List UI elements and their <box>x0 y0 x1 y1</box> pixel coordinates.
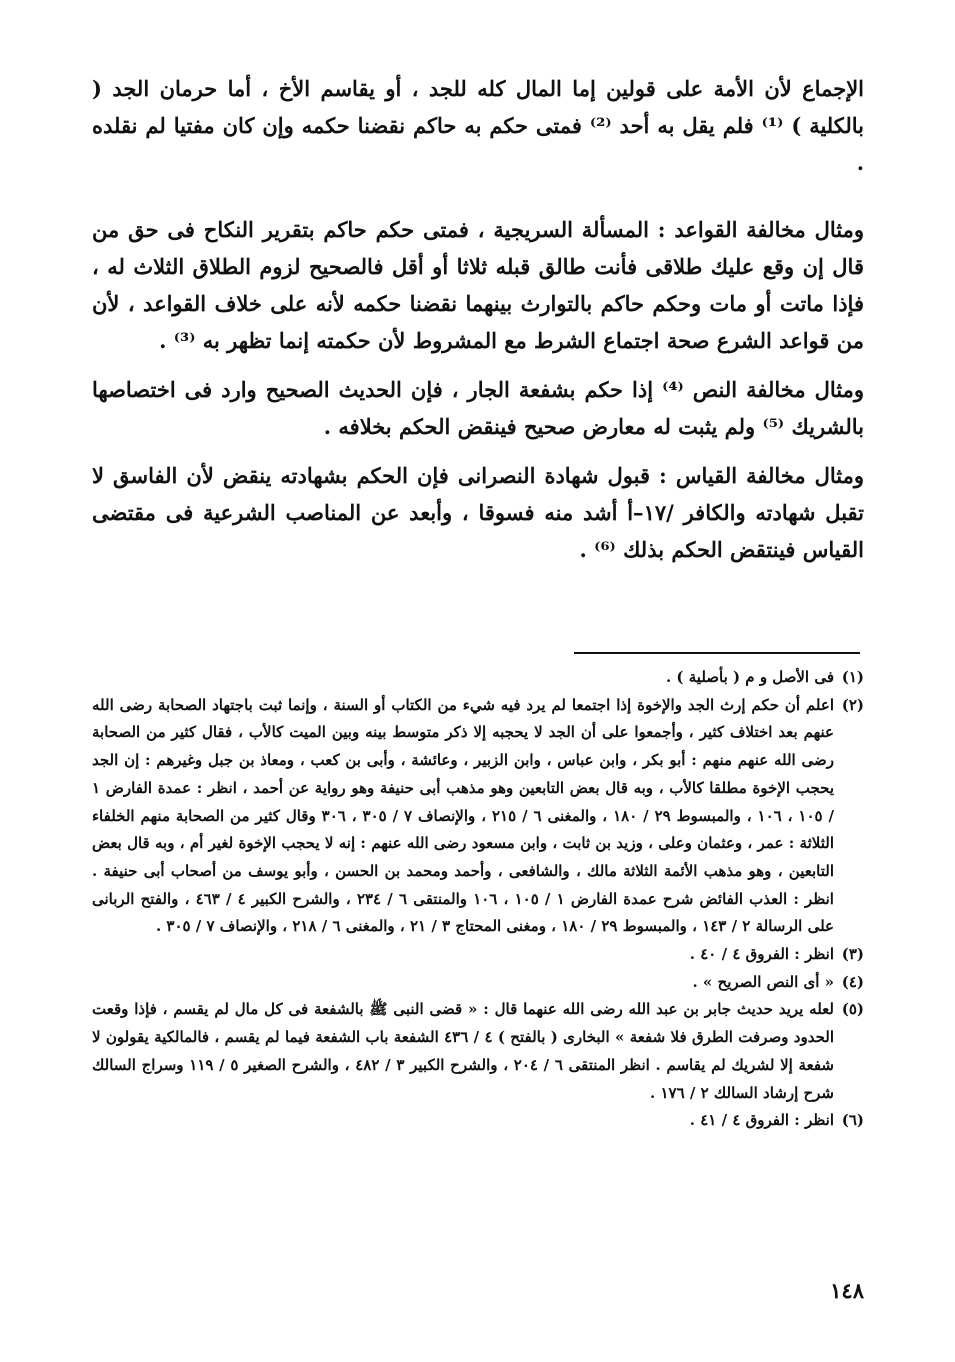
footnotes <box>92 664 864 1135</box>
footnote-6 <box>92 1107 864 1135</box>
footnote-number: (٤) <box>841 972 864 991</box>
footnote-5 <box>92 996 864 1107</box>
paragraph-3: ومثال مخالفة النص ⁽⁴⁾ إذا حكم بشفعة الجار ، فإن الحديث الصحيح وارد فى اختصاصها بالشريك ⁽⁵⁾ ولم يثبت له معارض صحيح فينقض الحكم بخلافه . <box>92 377 864 439</box>
footnote-text: « أى النص الصريح » . <box>692 972 834 991</box>
footnote-number: (١) <box>841 668 864 686</box>
footnote-number: (٢) <box>841 695 864 714</box>
footnote-text: اعلم أن حكم إرث الجد والإخوة إذا اجتمعا لم يرد فيه شيء من الكتاب أو السنة ، وإنما ثبت باجتهاد الصحابة رضى الله عنهم بعد اختلاف كثير ، وأجمعوا على أن الجد لا يحجبه إلا ذكر متوسط بينه وبين الميت كالأب ، فقال كثير من الصحابة رضى الله عنهم منهم : أبو بكر ، وابن عباس ، وابن الزبير ، وعائشة ، وأبى بن كعب ، ومعاذ بن جبل وغيرهم : إن الجد يحجب الإخوة مطلقا كالأب ، وبه قال بعض التابعين وهو مذهب أبى حنيفة وهو رواية عن أحمد ، انظر : عمدة الفارض ١ / ١٠٥ ، ١٠٦ ، والمبسوط ٢٩ / ١٨٠ ، والمغنى ٦ / ٢١٥ ، والإنصاف ٧ / ٣٠٥ ، ٣٠٦ وقال كثير من الصحابة منهم الخلفاء الثلاثة : عمر ، وعثمان وعلى ، وزيد بن ثابت ، وابن مسعود رضى الله عنهم : إنه لا يحجب الإخوة لغير أم ، وبه قال بعض التابعين ، وهو مذهب الأئمة الثلاثة مالك ، والشافعى ، وأحمد ومحمد بن الحسن ، وأبو يوسف من أصحاب أبى حنيفة . انظر : العذب الفائض شرح عمدة الفارض ١ / ١٠٥ ، ١٠٦ والمنتقى ٦ / ٢٣٤ ، والشرح الكبير ٤ / ٤٦٣ ، والفتح الربانى على الرسالة ٢ / ١٤٣ ، والمبسوط ٢٩ / ١٨٠ ، ومغنى المحتاج ٣ / ٢١ ، والمغنى ٦ / ٢١٨ ، والإنصاف ٧ / ٣٠٥ . <box>92 695 834 936</box>
footnote-number: (٦) <box>841 1111 864 1130</box>
main-text <box>92 70 864 580</box>
footnote-1 <box>92 664 864 692</box>
footnote-3 <box>92 941 864 969</box>
footnote-number: (٣) <box>841 945 864 964</box>
footnote-number: (٥) <box>841 1000 864 1019</box>
footnote-text: لعله يريد حديث جابر بن عبد الله رضى الله عنهما قال : « قضى النبى ﷺ بالشفعة فى كل مال لم يقسم ، فإذا وقعت الحدود وصرفت الطرق فلا شفعة » البخارى ( بالفتح ) ٤ / ٤٣٦ الشفعة باب الشفعة فيما لم يقسم ، فالمالكية يقولون لا شفعة إلا لشريك لم يقاسم . انظر المنتقى ٦ / ٢٠٤ ، والشرح الكبير ٣ / ٤٨٢ ، والشرح الصغير ٥ / ١١٩ وسراج السالك شرح إرشاد السالك ٢ / ١٧٦ . <box>92 1000 834 1102</box>
footnote-divider <box>574 652 860 654</box>
paragraph-1: الإجماع لأن الأمة على قولين إما المال كله للجد ، أو يقاسم الأخ ، أما حرمان الجد ( بالكلية ) ⁽¹⁾ فلم يقل به أحد ⁽²⁾ فمتى حكم به حاكم نقضنا حكمه وإن كان مفتيا لم نقلده . <box>92 76 864 175</box>
footnote-text: انظر : الفروق ٤ / ٤١ . <box>689 1111 834 1130</box>
paragraph-2: ومثال مخالفة القواعد : المسألة السريجية ، فمتى حكم حاكم بتقرير النكاح فى حق من قال إن وقع عليك طلاقى فأنت طالق قبله ثلاثا أو أقل فالصحيح لزوم الطلاق الثلاث له ، فإذا ماتت أو مات وحكم حاكم بالتوارث بينهما نقضنا حكمه لأنه على خلاف القواعد ، لأن من قواعد الشرع صحة اجتماع الشرط مع المشروط لأن حكمته إنما تظهر به ⁽³⁾ . <box>92 217 864 353</box>
paragraph-4: ومثال مخالفة القياس : قبول شهادة النصرانى فإن الحكم بشهادته ينقض لأن الفاسق لا تقبل شهادته والكافر /١٧–أ أشد منه فسوقا ، وأبعد عن المناصب الشرعية فى مقتضى القياس فينتقض الحكم بذلك ⁽⁶⁾ . <box>92 463 864 562</box>
page-number: ١٤٨ <box>830 1278 864 1303</box>
footnote-2 <box>92 692 864 941</box>
footnote-text: فى الأصل و م ( بأصلية ) . <box>665 668 834 686</box>
footnote-4 <box>92 969 864 997</box>
footnote-text: انظر : الفروق ٤ / ٤٠ . <box>689 945 834 964</box>
